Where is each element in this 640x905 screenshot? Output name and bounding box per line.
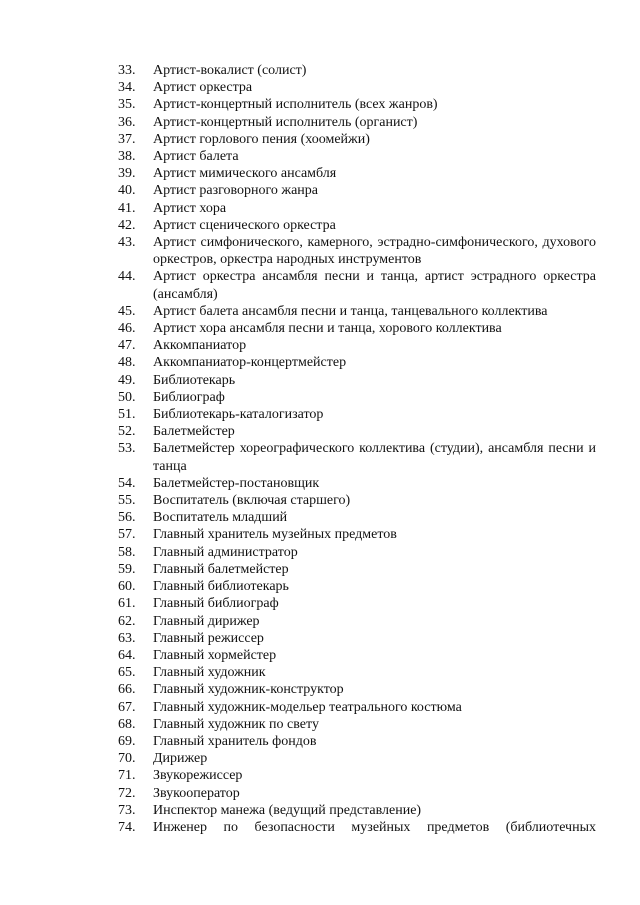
list-item — [118, 561, 596, 578]
list-item-number: 47. — [118, 338, 136, 354]
list-item-number: 33. — [118, 63, 136, 78]
list-item — [118, 406, 596, 423]
list-item-text: Главный библиограф — [153, 596, 279, 612]
list-item — [118, 96, 596, 113]
list-item-number: 34. — [118, 80, 136, 96]
list-item-number: 39. — [118, 166, 136, 182]
list-item — [118, 613, 596, 630]
list-item — [118, 492, 596, 509]
list-item-text: Главный художник по свету — [153, 716, 319, 732]
list-item-text: Главный художник — [153, 665, 266, 681]
list-item — [118, 750, 596, 767]
list-item-text: Артист оркестра — [153, 80, 253, 96]
list-item — [118, 423, 596, 440]
list-item-text: Аккомпаниатор — [153, 338, 247, 354]
list-item-text: Главный художник-модельер театрального костюма — [153, 699, 462, 715]
list-item-text: Артист мимического ансамбля — [153, 166, 337, 182]
list-item-number: 37. — [118, 131, 136, 147]
list-item-number: 42. — [118, 217, 136, 233]
list-item-number: 59. — [118, 561, 136, 577]
list-item — [118, 664, 596, 681]
list-item-text: Главный художник-конструктор — [153, 682, 344, 698]
position-list — [118, 62, 596, 836]
list-item-number: 52. — [118, 424, 136, 440]
list-item-text: Артист сценического оркестра — [153, 217, 336, 233]
list-item-text: Библиотекарь-каталогизатор — [153, 407, 324, 423]
list-item — [118, 389, 596, 406]
list-item-number: 36. — [118, 114, 136, 130]
list-item-text: Артист-вокалист (солист) — [153, 63, 307, 78]
list-item — [118, 785, 596, 802]
list-item — [118, 802, 596, 819]
list-item — [118, 716, 596, 733]
list-item-number: 66. — [118, 682, 136, 698]
list-item-number: 41. — [118, 200, 136, 216]
list-item — [118, 526, 596, 543]
list-item — [118, 630, 596, 647]
list-item — [118, 165, 596, 182]
list-item — [118, 79, 596, 96]
list-item-text: Дирижер — [153, 751, 208, 767]
list-item — [118, 819, 596, 836]
list-item-number: 68. — [118, 716, 136, 732]
list-item — [118, 337, 596, 354]
list-item — [118, 62, 596, 79]
list-item-text: Библиотекарь — [153, 372, 236, 388]
list-item-number: 43. — [118, 235, 136, 251]
list-item — [118, 544, 596, 561]
list-item-text: Артист горлового пения (хоомейжи) — [153, 131, 370, 147]
list-item — [118, 699, 596, 716]
list-item-text: Звукорежиссер — [153, 768, 243, 784]
list-item-number: 74. — [118, 819, 136, 835]
list-item — [118, 182, 596, 199]
list-item-text: Главный хормейстер — [153, 647, 277, 663]
list-item-text: Артист балета — [153, 149, 239, 165]
list-item — [118, 148, 596, 165]
list-item — [118, 767, 596, 784]
list-item-number: 64. — [118, 647, 136, 663]
list-item — [118, 595, 596, 612]
list-item — [118, 475, 596, 492]
list-item-text: Главный режиссер — [153, 630, 264, 646]
list-item — [118, 114, 596, 131]
list-item-text: Главный балетмейстер — [153, 561, 289, 577]
list-item — [118, 354, 596, 371]
list-item — [118, 733, 596, 750]
list-item-number: 35. — [118, 97, 136, 113]
list-item-text: Главный хранитель фондов — [153, 733, 317, 749]
list-item — [118, 372, 596, 389]
list-item — [118, 217, 596, 234]
list-item-number: 69. — [118, 733, 136, 749]
list-item-number: 44. — [118, 269, 136, 285]
list-item-text: Воспитатель (включая старшего) — [153, 493, 351, 509]
list-item-number: 61. — [118, 596, 136, 612]
list-item-text: Балетмейстер-постановщик — [153, 475, 320, 491]
list-item — [118, 303, 596, 320]
list-item-text: Инспектор манежа (ведущий представление) — [153, 802, 422, 818]
list-item-number: 51. — [118, 407, 136, 423]
list-item-number: 60. — [118, 579, 136, 595]
list-item-number: 71. — [118, 768, 136, 784]
list-item-number: 53. — [118, 441, 136, 457]
list-item-text: Главный библиотекарь — [153, 579, 289, 595]
list-item-number: 40. — [118, 183, 136, 199]
list-item-text: Библиограф — [153, 389, 225, 405]
list-item-text: Воспитатель младший — [153, 510, 288, 526]
list-item-text: Артист симфонического, камерного, эстрадно-симфонического, духового оркестров, оркестра народных инструментов — [153, 235, 596, 268]
list-item — [118, 234, 596, 268]
list-item-number: 50. — [118, 389, 136, 405]
list-item-text: Инженер по безопасности музейных предметов (библиотечных — [153, 819, 596, 835]
list-item — [118, 578, 596, 595]
list-item — [118, 268, 596, 302]
list-item-number: 57. — [118, 527, 136, 543]
list-item — [118, 200, 596, 217]
list-item-text: Главный дирижер — [153, 613, 260, 629]
list-item-number: 38. — [118, 149, 136, 165]
list-item-text: Аккомпаниатор-концертмейстер — [153, 355, 347, 371]
list-item-number: 48. — [118, 355, 136, 371]
list-item-number: 72. — [118, 785, 136, 801]
list-item-number: 55. — [118, 493, 136, 509]
list-item-text: Балетмейстер хореографического коллектива (студии), ансамбля песни и танца — [153, 441, 596, 474]
list-item-number: 62. — [118, 613, 136, 629]
list-item-number: 67. — [118, 699, 136, 715]
list-item-text: Артист-концертный исполнитель (всех жанров) — [153, 97, 438, 113]
list-item-text: Артист разговорного жанра — [153, 183, 318, 199]
list-item-number: 65. — [118, 665, 136, 681]
list-item-text: Артист хора — [153, 200, 227, 216]
list-item-text: Главный администратор — [153, 544, 298, 560]
list-item-text: Главный хранитель музейных предметов — [153, 527, 397, 543]
list-item — [118, 440, 596, 474]
list-item-number: 73. — [118, 802, 136, 818]
list-item — [118, 509, 596, 526]
list-item-number: 46. — [118, 321, 136, 337]
list-item-number: 49. — [118, 372, 136, 388]
list-item-number: 63. — [118, 630, 136, 646]
list-item-number: 56. — [118, 510, 136, 526]
list-item — [118, 320, 596, 337]
list-item-text: Артист хора ансамбля песни и танца, хорового коллектива — [153, 321, 502, 337]
list-item-number: 54. — [118, 475, 136, 491]
list-item-number: 58. — [118, 544, 136, 560]
list-item-text: Артист оркестра ансамбля песни и танца, артист эстрадного оркестра (ансамбля) — [153, 269, 596, 302]
list-item-number: 70. — [118, 751, 136, 767]
list-item-text: Балетмейстер — [153, 424, 235, 440]
list-item-text: Артист балета ансамбля песни и танца, танцевального коллектива — [153, 303, 548, 319]
list-item-text: Артист-концертный исполнитель (органист) — [153, 114, 418, 130]
list-item — [118, 647, 596, 664]
list-item-number: 45. — [118, 303, 136, 319]
list-item-text: Звукооператор — [153, 785, 240, 801]
list-item — [118, 131, 596, 148]
list-item — [118, 681, 596, 698]
